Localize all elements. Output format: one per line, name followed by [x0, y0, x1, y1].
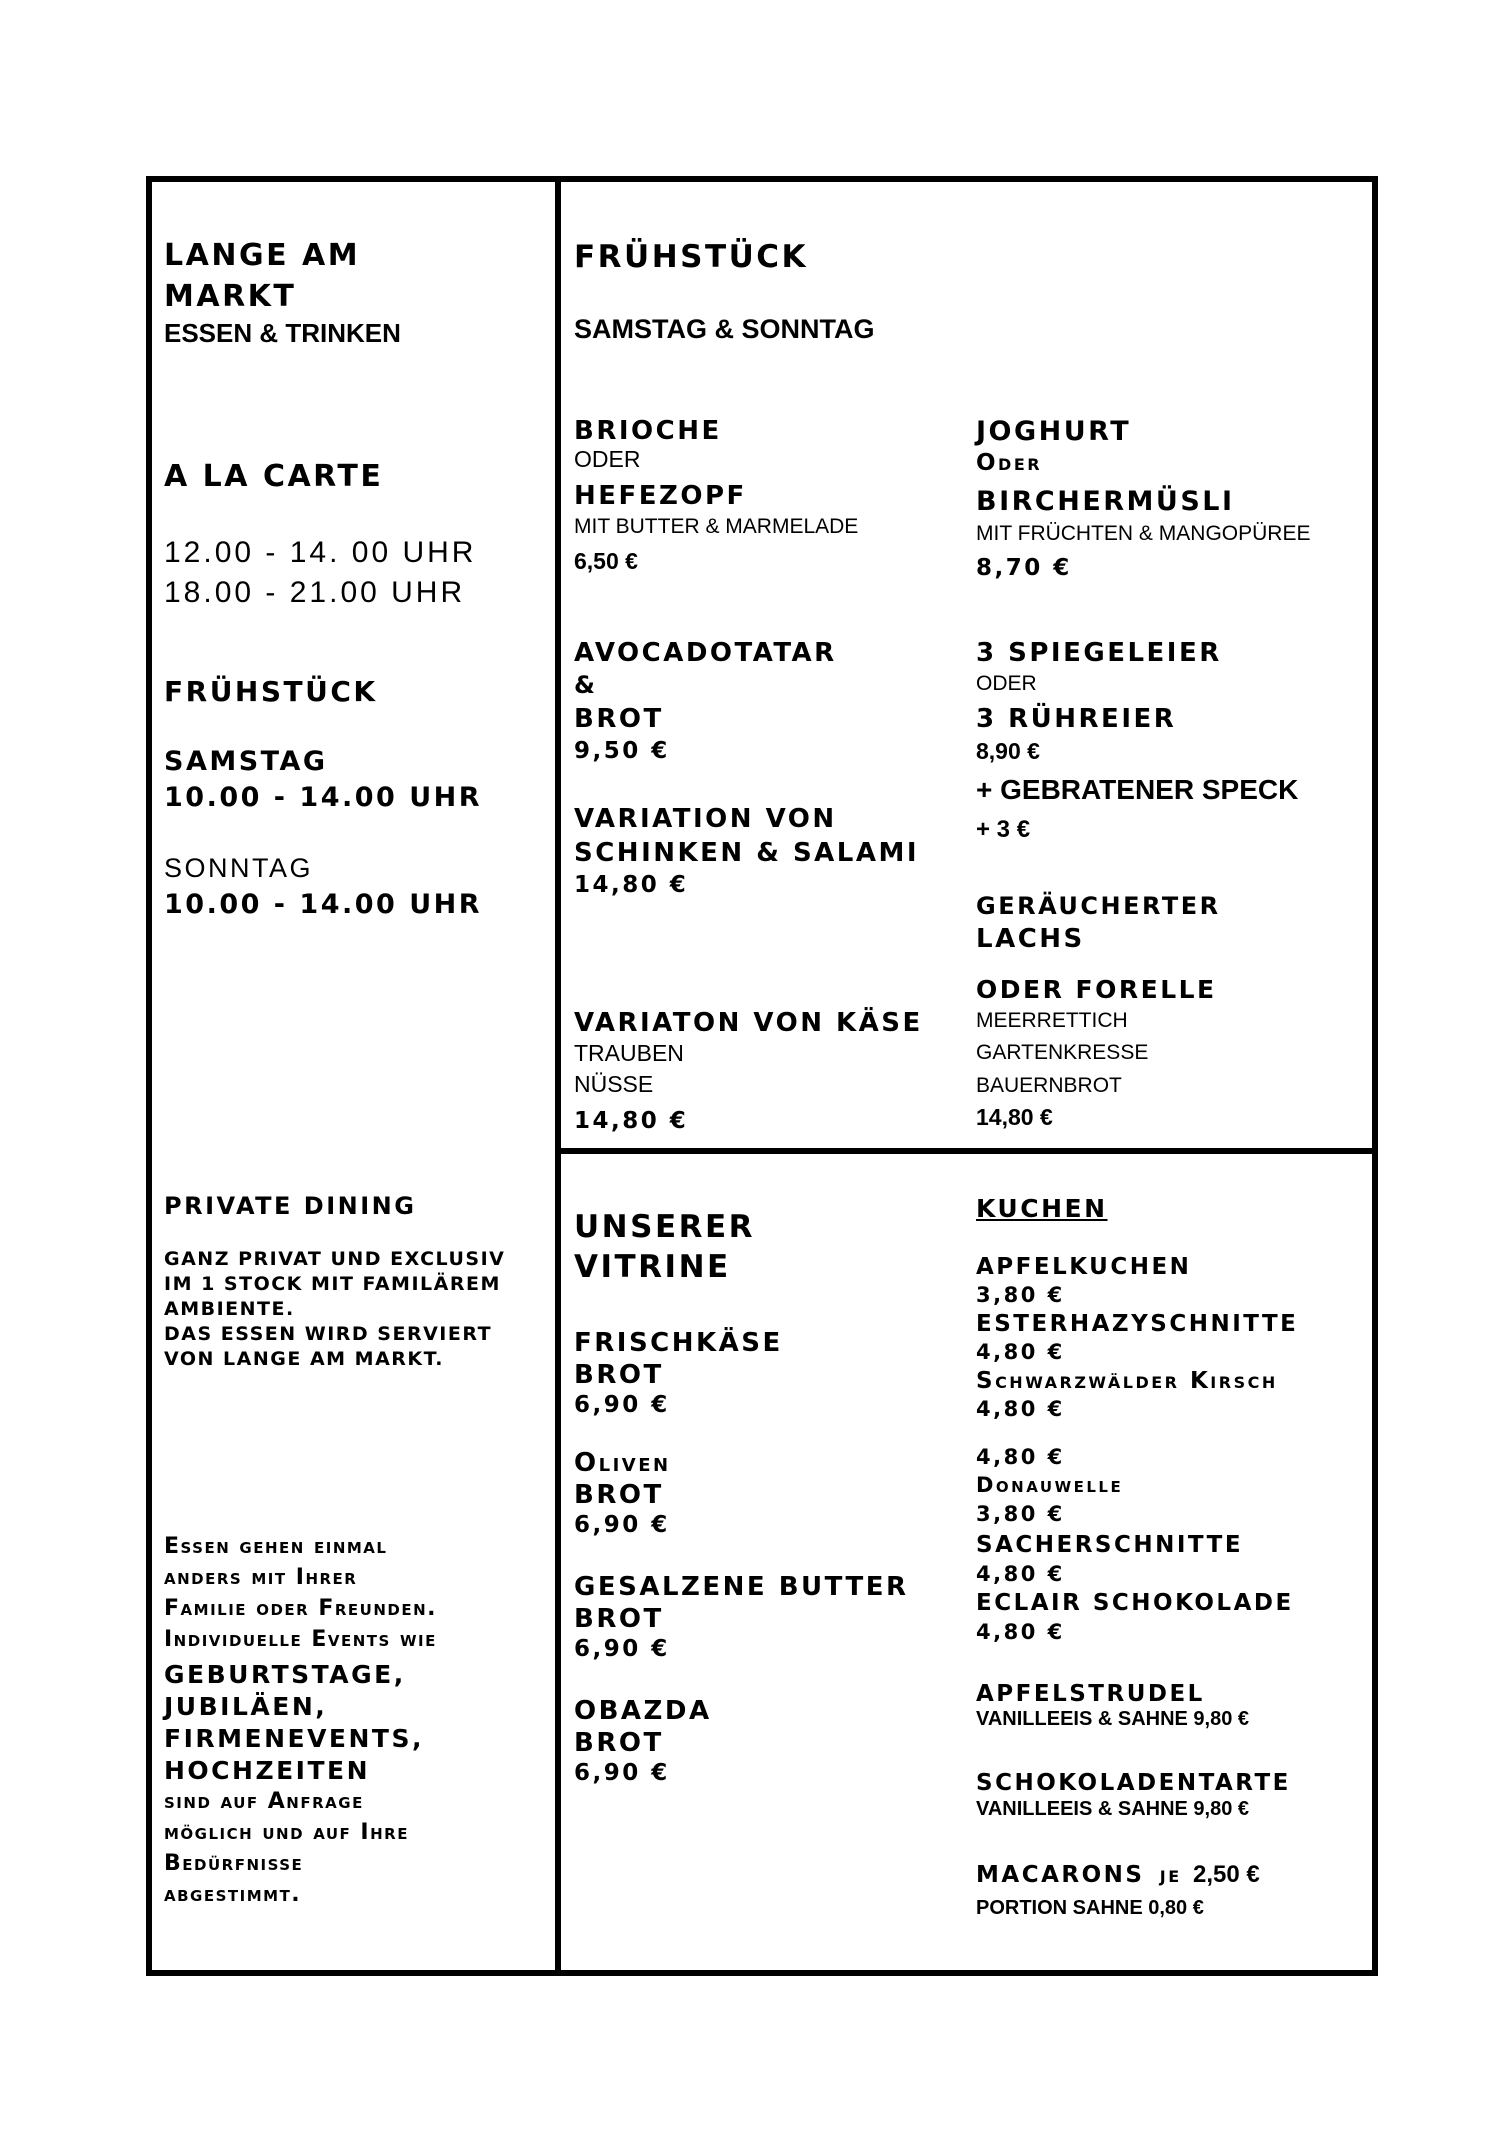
sonntag-hours: 10.00 - 14.00 UHR	[164, 889, 483, 920]
vitrine-item-sub: BROT	[574, 1604, 664, 1634]
events-end-4: abgestimmt.	[164, 1882, 302, 1907]
avocadotatar-and: &	[574, 671, 598, 699]
lachs-desc-3: BAUERNBROT	[976, 1074, 1122, 1097]
events-end-1: sind auf Anfrage	[164, 1789, 364, 1814]
events-big-2: JUBILÄEN,	[164, 1692, 328, 1721]
kuchen-eclair-price: 4,80 €	[976, 1620, 1065, 1644]
item-lachs-1: GERÄUCHERTER	[976, 892, 1221, 920]
kuchen-extra-price: 4,80 €	[976, 1445, 1065, 1469]
kuchen-schwarzwaelder-price: 4,80 €	[976, 1397, 1065, 1421]
vitrine-item-price: 6,90 €	[574, 1512, 670, 1538]
kuchen-apfelstrudel-desc: VANILLEEIS & SAHNE 9,80 €	[976, 1708, 1250, 1730]
vitrine-title-1: UNSERER	[574, 1209, 756, 1245]
hefezopf-price: 6,50 €	[574, 548, 638, 574]
kuchen-sacher: SACHERSCHNITTE	[976, 1532, 1244, 1558]
item-schinken-2: SCHINKEN & SALAMI	[574, 838, 920, 868]
kuchen-esterhazy-price: 4,80 €	[976, 1340, 1065, 1364]
brand-subtitle: ESSEN & TRINKEN	[164, 318, 401, 348]
events-line-4: Individuelle Events wie	[164, 1627, 437, 1652]
eier-price: 8,90 €	[976, 738, 1040, 764]
private-line-4: DAS ESSEN WIRD SERVIERT	[164, 1323, 493, 1345]
kaese-desc-1: TRAUBEN	[574, 1040, 684, 1066]
vitrine-title-2: VITRINE	[574, 1249, 731, 1285]
item-ruehreier: 3 RÜHREIER	[976, 704, 1177, 734]
speck-price: + 3 €	[976, 816, 1031, 843]
private-line-3: AMBIENTE.	[164, 1298, 295, 1320]
alacarte-hours-2: 18.00 - 21.00 UHR	[164, 576, 466, 609]
lachs-desc-2: GARTENKRESSE	[976, 1041, 1149, 1064]
left-fruehstueck-title: FRÜHSTÜCK	[164, 675, 378, 708]
vitrine-item-sub: BROT	[574, 1728, 664, 1758]
avocadotatar-price: 9,50 €	[574, 738, 670, 764]
lachs-desc-1: MEERRETTICH	[976, 1009, 1128, 1032]
brioche-oder: ODER	[574, 446, 641, 472]
item-birchermuesli: BIRCHERMÜSLI	[976, 486, 1235, 517]
vitrine-item-name: Oliven	[574, 1448, 671, 1478]
private-line-1: GANZ PRIVAT UND EXCLUSIV	[164, 1248, 506, 1270]
kuchen-schokoladentarte: SCHOKOLADENTARTE	[976, 1770, 1291, 1796]
events-big-3: FIRMENEVENTS,	[164, 1724, 424, 1753]
item-lachs-2: LACHS	[976, 924, 1085, 954]
vitrine-item-price: 6,90 €	[574, 1760, 670, 1786]
item-brioche: BRIOCHE	[574, 416, 722, 446]
vitrine-item-name: GESALZENE BUTTER	[574, 1572, 909, 1602]
speck-addon: + GEBRATENER SPECK	[976, 774, 1299, 805]
kuchen-apfelkuchen: APFELKUCHEN	[976, 1254, 1192, 1280]
kuchen-macarons: MACARONS	[976, 1862, 1145, 1888]
kuchen-apfelkuchen-price: 3,80 €	[976, 1283, 1065, 1307]
kuchen-esterhazy: ESTERHAZYSCHNITTE	[976, 1311, 1299, 1337]
events-end-3: Bedürfnisse	[164, 1851, 304, 1876]
events-line-2: anders mit Ihrer	[164, 1565, 358, 1590]
kuchen-eclair: ECLAIR SCHOKOLADE	[976, 1590, 1294, 1616]
alacarte-hours-1: 12.00 - 14. 00 UHR	[164, 536, 477, 569]
events-end-2: möglich und auf Ihre	[164, 1820, 409, 1845]
vitrine-item-sub: BROT	[574, 1480, 664, 1510]
private-dining-title: PRIVATE DINING	[164, 1192, 417, 1220]
sonntag-label: SONNTAG	[164, 853, 314, 883]
kuchen-sacher-price: 4,80 €	[976, 1562, 1065, 1586]
alacarte-title: A LA CARTE	[164, 459, 384, 494]
vitrine-item-name: FRISCHKÄSE	[574, 1328, 783, 1358]
kuchen-schokoladentarte-desc: VANILLEEIS & SAHNE 9,80 €	[976, 1798, 1250, 1820]
samstag-hours: 10.00 - 14.00 UHR	[164, 782, 483, 813]
events-big-1: GEBURTSTAGE,	[164, 1660, 406, 1689]
brand-name-line1: LANGE AM	[164, 238, 361, 273]
events-line-1: Essen gehen einmal	[164, 1534, 388, 1559]
item-schinken-1: VARIATION VON	[574, 804, 837, 834]
kuchen-schwarzwaelder: Schwarzwälder Kirsch	[976, 1368, 1278, 1394]
kuchen-donauwelle: Donauwelle	[976, 1473, 1124, 1497]
fruehstueck-title: FRÜHSTÜCK	[574, 239, 809, 275]
schinken-price: 14,80 €	[574, 872, 689, 898]
kuchen-portion-sahne: PORTION SAHNE 0,80 €	[976, 1897, 1204, 1919]
private-line-2: IM 1 STOCK MIT FAMILÄREM	[164, 1273, 501, 1295]
events-big-4: HOCHZEITEN	[164, 1756, 371, 1785]
kaese-price: 14,80 €	[574, 1108, 689, 1134]
joghurt-oder: Oder	[976, 450, 1043, 476]
private-line-5: VON LANGE AM MARKT.	[164, 1348, 444, 1370]
item-avocadotatar: AVOCADOTATAR	[574, 638, 837, 668]
kuchen-donauwelle-price: 3,80 €	[976, 1502, 1065, 1526]
kuchen-apfelstrudel: APFELSTRUDEL	[976, 1681, 1205, 1707]
kaese-desc-2: NÜSSE	[574, 1071, 654, 1097]
kuchen-macarons-line	[976, 1863, 1260, 1887]
eier-oder: ODER	[976, 672, 1037, 695]
vitrine-item-price: 6,90 €	[574, 1636, 670, 1662]
item-kaese: VARIATON VON KÄSE	[574, 1008, 923, 1038]
kuchen-title: KUCHEN	[976, 1194, 1108, 1223]
fruehstueck-subtitle: SAMSTAG & SONNTAG	[574, 314, 875, 344]
brand-name-line2: MARKT	[164, 279, 297, 314]
vitrine-item-name: OBAZDA	[574, 1696, 712, 1726]
kuchen-macarons-je: je	[1159, 1862, 1182, 1888]
avocadotatar-brot: BROT	[574, 704, 664, 734]
vitrine-item-sub: BROT	[574, 1360, 664, 1390]
item-hefezopf: HEFEZOPF	[574, 481, 747, 511]
kuchen-macarons-price: 2,50 €	[1192, 1861, 1260, 1888]
birchermuesli-desc: MIT FRÜCHTEN & MANGOPÜREE	[976, 522, 1311, 545]
lachs-price: 14,80 €	[976, 1104, 1053, 1130]
item-joghurt: JOGHURT	[976, 416, 1132, 447]
birchermuesli-price: 8,70 €	[976, 555, 1072, 581]
hefezopf-desc: MIT BUTTER & MARMELADE	[574, 515, 859, 538]
item-spiegeleier: 3 SPIEGELEIER	[976, 638, 1222, 668]
item-lachs-3: ODER FORELLE	[976, 975, 1217, 1004]
samstag-label: SAMSTAG	[164, 746, 328, 777]
events-line-3: Familie oder Freunden.	[164, 1596, 438, 1621]
vitrine-item-price: 6,90 €	[574, 1392, 670, 1418]
